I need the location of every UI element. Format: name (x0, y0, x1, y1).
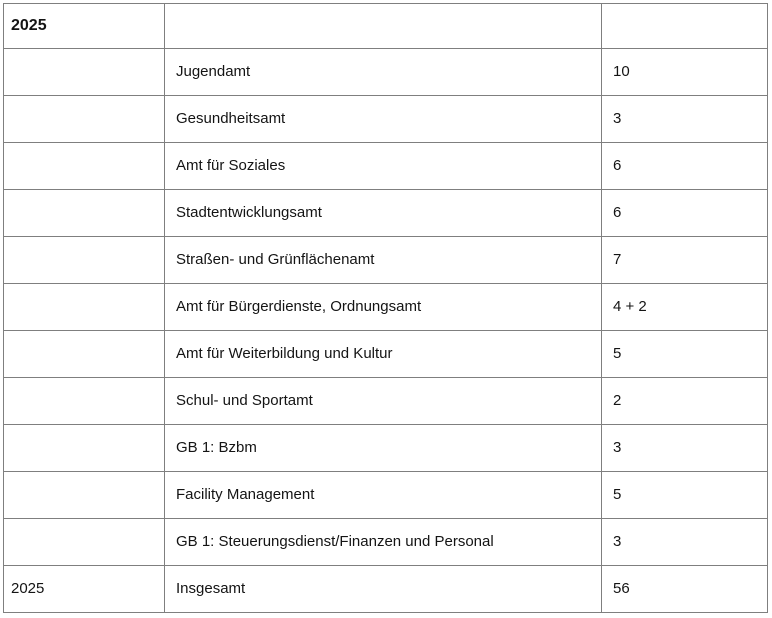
count-cell: 5 (602, 472, 768, 519)
department-cell: Amt für Bürgerdienste, Ordnungsamt (165, 284, 602, 331)
year-cell (4, 519, 165, 566)
table-header-row (4, 4, 768, 49)
department-allocation-table (3, 3, 768, 613)
table-row (4, 143, 768, 190)
count-cell: 6 (602, 143, 768, 190)
count-cell: 6 (602, 190, 768, 237)
header-empty-count-cell (602, 4, 768, 49)
department-cell: Amt für Soziales (165, 143, 602, 190)
year-cell (4, 284, 165, 331)
table-row (4, 237, 768, 284)
table-row (4, 284, 768, 331)
department-cell: GB 1: Bzbm (165, 425, 602, 472)
department-cell: Gesundheitsamt (165, 96, 602, 143)
count-cell: 3 (602, 96, 768, 143)
year-cell (4, 49, 165, 96)
table-total-row (4, 566, 768, 613)
count-cell: 2 (602, 378, 768, 425)
count-cell: 10 (602, 49, 768, 96)
year-header-cell: 2025 (4, 4, 165, 49)
year-cell (4, 96, 165, 143)
department-cell: Schul- und Sportamt (165, 378, 602, 425)
department-cell: Stadtentwicklungsamt (165, 190, 602, 237)
department-cell: Jugendamt (165, 49, 602, 96)
count-cell: 3 (602, 425, 768, 472)
year-cell: 2025 (4, 566, 165, 613)
department-cell: Amt für Weiterbildung und Kultur (165, 331, 602, 378)
count-cell: 7 (602, 237, 768, 284)
table-row (4, 519, 768, 566)
department-cell: GB 1: Steuerungsdienst/Finanzen und Personal (165, 519, 602, 566)
header-empty-department-cell (165, 4, 602, 49)
table-row (4, 49, 768, 96)
table-row (4, 378, 768, 425)
table-row (4, 331, 768, 378)
table-row (4, 472, 768, 519)
year-cell (4, 425, 165, 472)
year-cell (4, 143, 165, 190)
count-cell: 3 (602, 519, 768, 566)
year-cell (4, 190, 165, 237)
table-row (4, 425, 768, 472)
total-count-cell: 56 (602, 566, 768, 613)
year-cell (4, 472, 165, 519)
department-cell: Straßen- und Grünflächenamt (165, 237, 602, 284)
year-cell (4, 331, 165, 378)
count-cell: 4 + 2 (602, 284, 768, 331)
total-label-cell: Insgesamt (165, 566, 602, 613)
table-row (4, 190, 768, 237)
table-row (4, 96, 768, 143)
year-cell (4, 237, 165, 284)
count-cell: 5 (602, 331, 768, 378)
year-cell (4, 378, 165, 425)
department-cell: Facility Management (165, 472, 602, 519)
